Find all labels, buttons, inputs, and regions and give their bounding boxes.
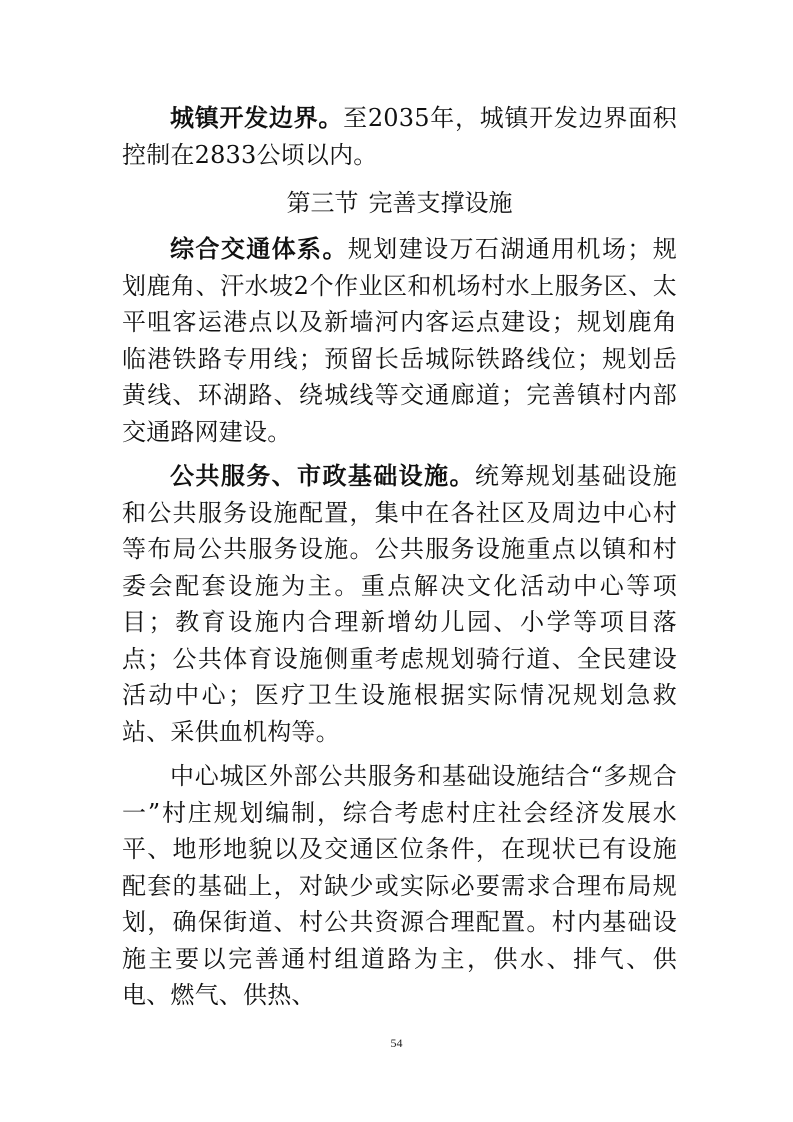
- section-title: 完善支撑设施: [368, 189, 513, 217]
- section-number: 第三节: [286, 189, 359, 217]
- paragraph-text: 规划建设万石湖通用机场；规划鹿角、汗水坡2个作业区和机场村水上服务区、太平咀客运港点以及新墙河内客运点建设；规划鹿角临港铁路专用线；预留长岳城际铁路线位；规划岳黄线、环湖路、绕城线等交通廊道；完善镇村内部交通路网建设。: [122, 235, 677, 446]
- paragraph-public-services: [122, 458, 677, 750]
- paragraph-transport-system: [122, 231, 677, 450]
- page-number: 54: [390, 1036, 403, 1050]
- page-body: [122, 100, 677, 1014]
- paragraph-lead: 城镇开发边界。: [170, 104, 344, 132]
- paragraph-urban-boundary: [122, 100, 677, 173]
- section-heading: [122, 185, 677, 221]
- paragraph-text: 统筹规划基础设施和公共服务设施配置，集中在各社区及周边中心村等布局公共服务设施。公共服务设施重点以镇和村委会配套设施为主。重点解决文化活动中心等项目；教育设施内合理新增幼儿园、小学等项目落点；公共体育设施侧重考虑规划骑行道、全民建设活动中心；医疗卫生设施根据实际情况规划急救站、采供血机构等。: [122, 462, 677, 746]
- paragraph-text: 至2035年，城镇开发边界面积控制在2833公顷以内。: [122, 104, 678, 169]
- paragraph-text: 中心城区外部公共服务和基础设施结合“多规合一”村庄规划编制，综合考虑村庄社会经济发展水平、地形地貌以及交通区位条件，在现状已有设施配套的基础上，对缺少或实际必要需求合理布局规划，确保街道、村公共资源合理配置。村内基础设施主要以完善通村组道路为主，供水、排气、供电、燃气、供热、: [122, 762, 677, 1009]
- paragraph-lead: 综合交通体系。: [170, 235, 348, 263]
- paragraph-lead: 公共服务、市政基础设施。: [170, 462, 475, 490]
- paragraph-outer-facilities: [122, 758, 677, 1014]
